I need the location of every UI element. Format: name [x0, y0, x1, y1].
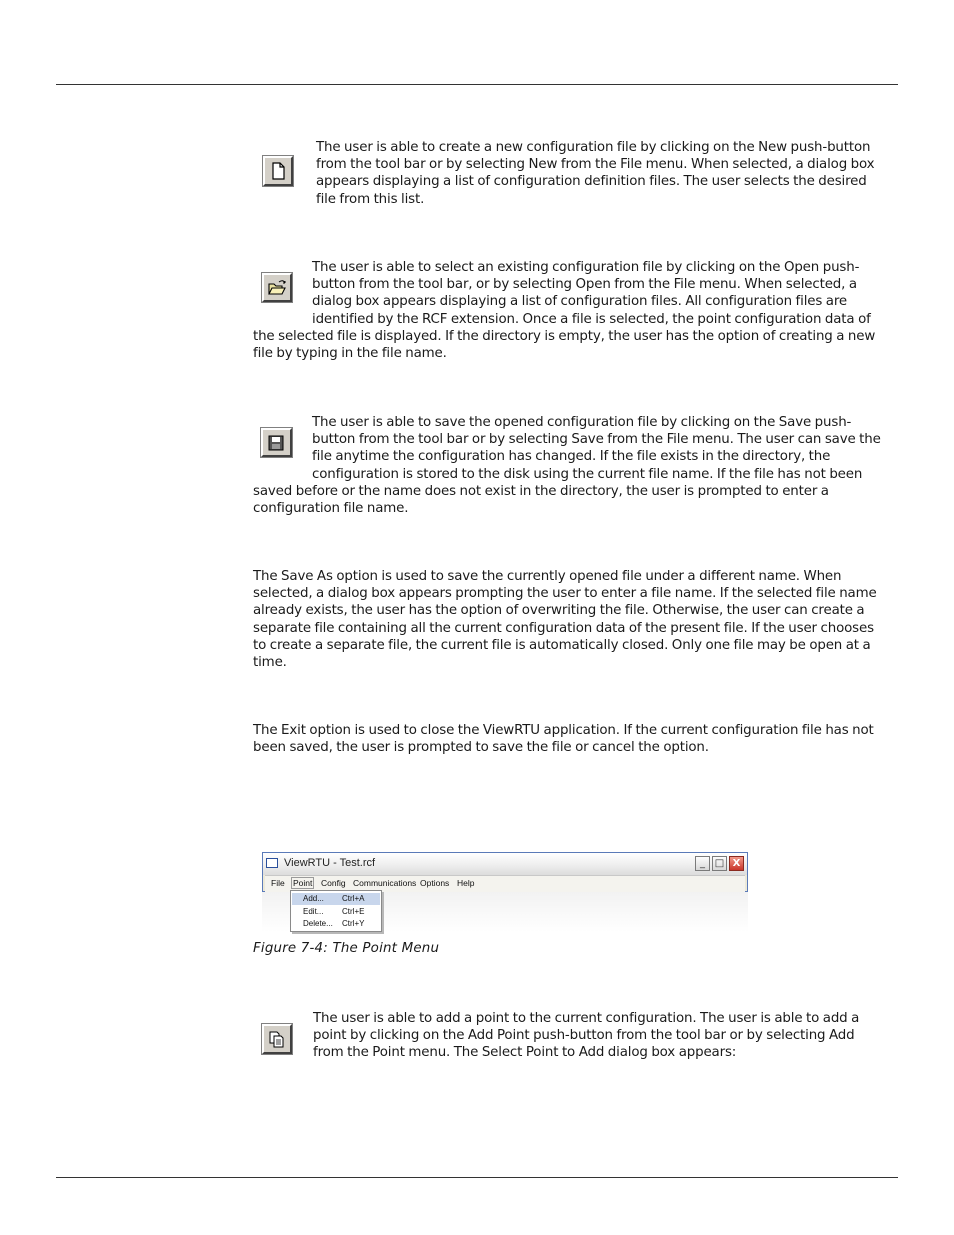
text-line: been saved, the user is prompted to save the file or cancel the option.: [253, 740, 709, 756]
text-line: from the Point menu. The Select Point to Add dialog box appears:: [313, 1045, 737, 1061]
text-line: The Exit option is used to close the ViewRTU application. If the current configuration file has not: [253, 723, 874, 738]
window-title: ViewRTU - Test.rcf: [284, 857, 376, 869]
text-line: The user is able to create a new configuration file by clicking on the New push-button: [316, 140, 871, 155]
text-line: button from the tool bar or by selecting Save from the File menu. The user can save the: [312, 432, 881, 448]
minimize-button[interactable]: _: [695, 856, 710, 871]
menu-item-shortcut: Ctrl+Y: [342, 919, 365, 928]
save-as-description: [253, 568, 877, 671]
text-line: separate file containing all the current configuration data of the present file. If the user chooses: [253, 620, 874, 636]
window-icon: [266, 858, 278, 868]
new-file-button[interactable]: [263, 156, 293, 186]
menu-item-label: Delete...: [303, 919, 333, 928]
maximize-button[interactable]: □: [712, 856, 727, 871]
menu-item-edit[interactable]: [292, 906, 380, 918]
text-line: file from this list.: [316, 191, 425, 207]
text-line: saved before or the name does not exist in the directory, the user is prompted to enter a: [253, 483, 829, 499]
add-point-icon: [266, 1028, 288, 1050]
close-button[interactable]: X: [729, 856, 744, 871]
menu-communications[interactable]: Communications: [353, 878, 417, 888]
text-line: to create a separate file, the current file is automatically closed. Only one file may be open at a: [253, 637, 871, 653]
text-line: already exists, the user has the option of overwriting the file. Otherwise, the user can create a: [253, 603, 865, 619]
menu-item-shortcut: Ctrl+E: [342, 907, 365, 916]
footer-rule: [56, 1177, 898, 1178]
menu-item-add[interactable]: [292, 893, 380, 905]
text-line: point by clicking on the Add Point push-button from the tool bar or by selecting Add: [313, 1028, 855, 1044]
save-description: [253, 414, 881, 517]
viewrtu-window: [262, 852, 748, 892]
menu-item-label: Edit...: [303, 907, 324, 916]
point-menu-figure: [262, 852, 748, 932]
open-description: [253, 259, 875, 362]
new-description: [316, 139, 874, 208]
title-bar: [263, 853, 747, 875]
menu-item-delete[interactable]: [292, 918, 380, 930]
text-line: button from the tool bar, or by selecting Open from the File menu. When selected, a: [312, 277, 857, 293]
text-line: selected, a dialog box appears prompting the user to enter a file name. If the selected file name: [253, 586, 877, 602]
exit-description: [253, 722, 874, 756]
menu-help[interactable]: Help: [457, 878, 475, 888]
text-line: the selected file is displayed. If the directory is empty, the user has the option of creating a new: [253, 328, 876, 344]
text-line: from the tool bar or by selecting New from the File menu. When selected, a dialog box: [316, 157, 875, 173]
text-line: appears displaying a list of configuration definition files. The user selects the desired: [316, 174, 867, 190]
text-line: identified by the RCF extension. Once a file is selected, the point configuration data of: [312, 311, 871, 327]
menu-file[interactable]: File: [271, 878, 285, 888]
menu-options[interactable]: Options: [420, 878, 450, 888]
menu-point[interactable]: Point: [293, 878, 313, 888]
add-point-button[interactable]: [262, 1024, 292, 1054]
new-file-icon: [267, 160, 289, 182]
point-dropdown-menu: [290, 890, 382, 932]
header-rule: [56, 84, 898, 85]
text-line: file anytime the configuration has changed. If the file exists in the directory, the: [312, 449, 831, 465]
text-line: time.: [253, 655, 287, 671]
menu-item-shortcut: Ctrl+A: [342, 894, 365, 903]
text-line: configuration is stored to the disk using the current file name. If the file has not been: [312, 466, 863, 482]
text-line: configuration file name.: [253, 501, 409, 517]
menu-config[interactable]: Config: [321, 878, 346, 888]
add-point-description: [313, 1010, 859, 1062]
text-line: The user is able to select an existing configuration file by clicking on the Open push-: [312, 260, 860, 275]
text-line: The user is able to add a point to the current configuration. The user is able to add a: [313, 1011, 860, 1026]
figure-caption: Figure 7-4: The Point Menu: [253, 941, 440, 956]
text-line: dialog box appears displaying a list of configuration files. All configuration files are: [312, 294, 847, 310]
text-line: The user is able to save the opened configuration file by clicking on the Save push-: [312, 415, 852, 430]
text-line: The Save As option is used to save the currently opened file under a different name. When: [253, 569, 842, 584]
text-line: file by typing in the file name.: [253, 346, 447, 362]
menu-item-label: Add...: [303, 894, 324, 903]
